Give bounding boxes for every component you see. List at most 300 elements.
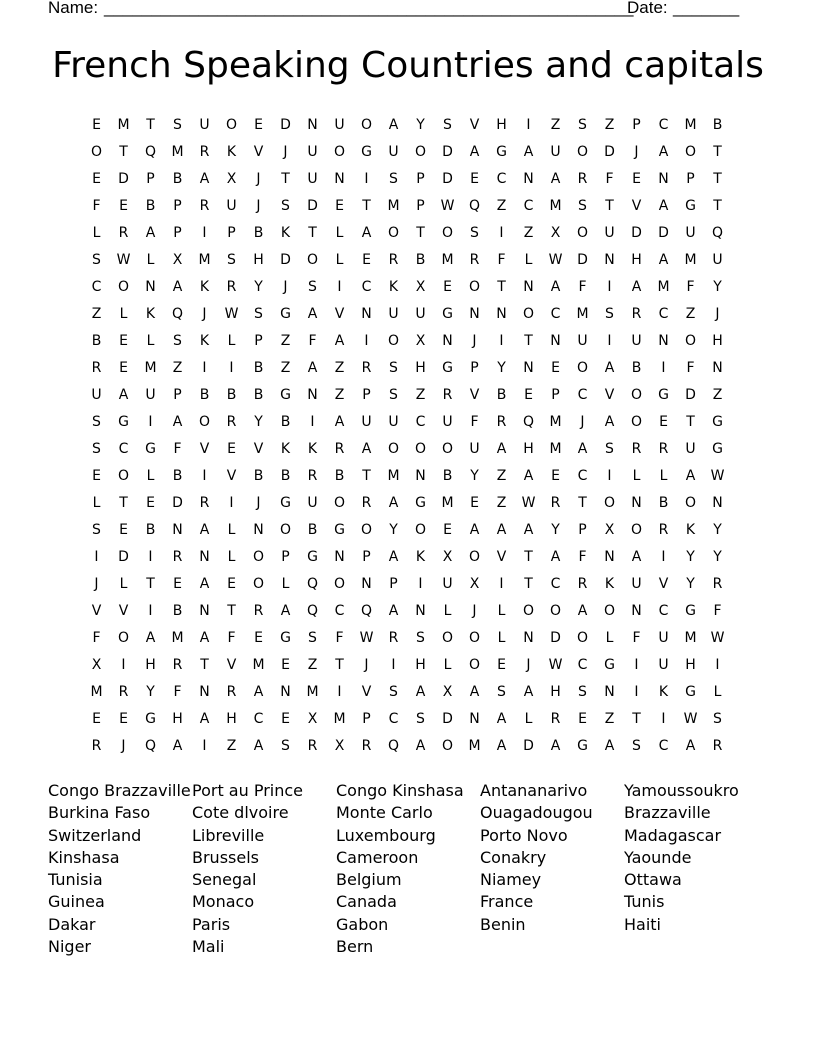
grid-letter: A [388,603,399,619]
grid-letter: R [118,225,129,241]
grid-letter: L [92,495,101,511]
grid-letter: I [499,576,504,592]
grid-letter: Z [496,198,507,214]
grid-letter: S [173,117,182,133]
grid-letter: E [119,360,128,376]
grid-letter: X [415,279,426,295]
grid-letter: T [281,171,290,187]
grid-letter: W [116,252,131,268]
grid-letter: Q [522,414,535,430]
grid-letter: K [307,441,318,457]
grid-letter: M [684,630,697,646]
word-item: Congo Brazzaville [48,781,191,800]
grid-letter: E [551,468,560,484]
word-item: Paris [192,914,231,934]
grid-letter: M [252,657,265,673]
grid-letter: B [172,468,183,484]
grid-letter: O [576,144,589,160]
grid-letter: N [199,684,210,700]
grid-letter: Y [254,279,263,295]
grid-letter: R [631,306,642,322]
name-label: Name: [48,0,99,17]
grid-letter: E [92,171,101,187]
grid-letter: B [712,117,723,133]
grid-letter: N [523,171,534,187]
grid-letter: I [202,468,207,484]
grid-letter: R [712,738,723,754]
grid-letter: H [415,360,426,376]
grid-letter: T [416,225,425,241]
grid-letter: J [634,144,639,160]
grid-letter: B [415,252,426,268]
grid-letter: I [337,684,342,700]
grid-letter: N [253,522,264,538]
grid-letter: O [387,333,400,349]
grid-letter: I [310,414,315,430]
grid-letter: T [713,198,722,214]
grid-letter: N [442,333,453,349]
grid-letter: A [145,225,156,241]
grid-letter: M [657,279,670,295]
grid-letter: M [468,738,481,754]
grid-letter: I [202,738,207,754]
grid-letter: U [442,414,453,430]
grid-letter: A [523,522,534,538]
grid-letter: W [359,630,374,646]
grid-letter: Q [360,603,373,619]
word-item: Ottawa [624,870,682,890]
grid-letter: F [92,198,101,214]
word-item: Brussels [192,847,259,867]
grid-letter: L [92,225,101,241]
grid-letter: A [496,738,507,754]
grid-letter: R [199,495,210,511]
grid-row [83,571,743,598]
grid-letter: L [227,522,236,538]
grid-letter: S [389,360,398,376]
grid-letter: A [199,630,210,646]
grid-letter: L [524,252,533,268]
grid-letter: A [577,441,588,457]
grid-letter: E [119,198,128,214]
grid-letter: G [712,414,723,430]
grid-letter: V [604,387,615,403]
grid-letter: B [172,603,183,619]
grid-letter: K [685,522,696,538]
grid-letter: N [550,333,561,349]
grid-letter: O [630,387,643,403]
grid-letter: R [334,441,345,457]
grid-letter: Q [171,306,184,322]
grid-letter: V [469,117,480,133]
grid-letter: G [280,387,291,403]
grid-letter: M [387,468,400,484]
grid-letter: P [632,117,641,133]
grid-letter: V [658,576,669,592]
grid-letter: N [604,252,615,268]
grid-letter: M [171,630,184,646]
grid-letter: E [659,414,668,430]
grid-letter: T [119,144,128,160]
grid-letter: S [470,225,479,241]
grid-letter: B [334,468,345,484]
grid-letter: Z [307,657,318,673]
grid-letter: V [253,441,264,457]
grid-letter: O [198,414,211,430]
grid-letter: P [362,549,371,565]
grid-letter: M [90,684,103,700]
word-item: Dakar [48,914,96,934]
grid-letter: I [607,279,612,295]
grid-letter: A [118,387,129,403]
grid-letter: C [496,171,507,187]
grid-letter: O [684,144,697,160]
grid-letter: L [335,225,344,241]
grid-letter: C [91,279,102,295]
grid-letter: G [280,495,291,511]
grid-letter: E [551,360,560,376]
grid-letter: S [416,711,425,727]
grid-letter: I [418,576,423,592]
word-bank [48,780,768,958]
grid-letter: R [91,738,102,754]
grid-letter: D [307,198,318,214]
word-item: Tunis [624,892,665,912]
grid-letter: A [550,549,561,565]
grid-letter: N [172,522,183,538]
grid-letter: C [253,711,264,727]
grid-letter: J [256,171,261,187]
grid-letter: V [253,144,264,160]
grid-letter: C [658,738,669,754]
grid-letter: A [658,198,669,214]
grid-row [83,274,743,301]
grid-letter: N [307,117,318,133]
grid-letter: I [229,360,234,376]
grid-letter: B [199,387,210,403]
grid-letter: M [333,711,346,727]
grid-row [83,301,743,328]
grid-letter: X [442,684,453,700]
grid-letter: N [604,549,615,565]
grid-letter: O [333,576,346,592]
grid-letter: U [307,171,318,187]
grid-letter: T [308,225,317,241]
grid-letter: V [469,387,480,403]
grid-letter: F [335,630,344,646]
grid-row [83,598,743,625]
date-label: Date: [627,0,668,17]
grid-letter: O [225,117,238,133]
grid-letter: T [605,198,614,214]
grid-letter: N [334,171,345,187]
grid-letter: H [226,711,237,727]
grid-letter: H [253,252,264,268]
grid-letter: S [632,738,641,754]
grid-letter: A [253,738,264,754]
grid-letter: A [496,711,507,727]
grid-letter: O [117,630,130,646]
grid-letter: P [416,198,425,214]
grid-letter: I [94,549,99,565]
grid-letter: H [685,657,696,673]
grid-letter: C [658,603,669,619]
grid-letter: C [361,279,372,295]
grid-letter: B [145,198,156,214]
grid-letter: R [172,657,183,673]
grid-letter: B [442,468,453,484]
grid-letter: G [685,684,696,700]
grid-letter: Q [387,738,400,754]
grid-letter: T [497,279,506,295]
grid-letter: P [254,333,263,349]
grid-letter: L [497,630,506,646]
grid-letter: I [148,414,153,430]
grid-letter: J [283,279,288,295]
grid-letter: A [469,684,480,700]
grid-letter: O [603,603,616,619]
grid-letter: Y [416,117,425,133]
word-column [336,780,480,958]
grid-letter: Q [144,738,157,754]
grid-letter: E [92,468,101,484]
grid-letter: M [441,495,454,511]
grid-letter: O [441,441,454,457]
grid-letter: A [550,738,561,754]
grid-letter: N [523,630,534,646]
grid-letter: I [661,360,666,376]
grid-letter: K [199,279,210,295]
word-item: Libreville [192,825,265,845]
word-column [624,780,768,958]
grid-letter: O [468,279,481,295]
grid-letter: S [92,441,101,457]
grid-letter: R [631,441,642,457]
word-item: Yaounde [624,847,692,867]
grid-letter: H [523,441,534,457]
grid-letter: A [658,144,669,160]
grid-letter: Z [604,711,615,727]
grid-letter: N [361,306,372,322]
grid-letter: A [199,576,210,592]
grid-letter: S [605,441,614,457]
grid-letter: T [686,414,695,430]
grid-row [83,706,743,733]
grid-letter: M [171,144,184,160]
grid-letter: A [199,171,210,187]
grid-row [83,139,743,166]
grid-letter: X [604,522,615,538]
grid-letter: A [172,414,183,430]
word-column [480,780,624,958]
grid-letter: B [496,387,507,403]
grid-letter: F [497,252,506,268]
grid-letter: O [252,576,265,592]
word-item: Haiti [624,914,661,934]
grid-letter: D [172,495,183,511]
grid-letter: C [388,711,399,727]
grid-letter: N [523,360,534,376]
grid-letter: O [522,306,535,322]
grid-letter: B [91,333,102,349]
grid-letter: X [334,738,345,754]
grid-letter: R [199,198,210,214]
grid-letter: Q [306,603,319,619]
grid-letter: K [199,333,210,349]
grid-letter: R [226,684,237,700]
grid-letter: I [607,333,612,349]
grid-letter: J [580,414,585,430]
grid-letter: L [632,468,641,484]
grid-letter: O [468,549,481,565]
grid-letter: A [550,171,561,187]
grid-letter: V [631,198,642,214]
grid-letter: S [308,630,317,646]
grid-letter: I [715,657,720,673]
grid-letter: Z [226,738,237,754]
grid-letter: G [442,360,453,376]
grid-letter: C [334,603,345,619]
grid-letter: O [441,630,454,646]
grid-letter: B [280,414,291,430]
grid-letter: D [280,117,291,133]
grid-letter: W [521,495,536,511]
grid-row [83,463,743,490]
grid-letter: Y [146,684,155,700]
grid-letter: L [146,252,155,268]
grid-letter: Q [468,198,481,214]
grid-letter: M [387,198,400,214]
grid-letter: A [307,306,318,322]
grid-letter: U [415,306,426,322]
grid-letter: Z [496,495,507,511]
grid-letter: N [658,171,669,187]
grid-letter: V [226,468,237,484]
grid-letter: Z [280,360,291,376]
header-line [48,0,748,20]
grid-letter: M [198,252,211,268]
grid-letter: Y [713,549,722,565]
word-item: Kinshasa [48,847,120,867]
grid-letter: K [226,144,237,160]
grid-letter: A [145,630,156,646]
grid-letter: W [710,468,725,484]
grid-letter: U [334,117,345,133]
grid-letter: U [145,387,156,403]
grid-letter: B [172,171,183,187]
grid-letter: E [470,171,479,187]
grid-letter: G [118,414,129,430]
grid-letter: I [229,495,234,511]
grid-letter: N [415,603,426,619]
grid-letter: R [469,252,480,268]
name-blank: ________________________________________________________ [104,0,634,17]
grid-letter: O [117,279,130,295]
grid-letter: Y [389,522,398,538]
word-item: Niger [48,937,91,957]
grid-row [83,382,743,409]
grid-letter: E [119,522,128,538]
grid-letter: J [256,495,261,511]
grid-letter: B [658,495,669,511]
grid-letter: E [146,495,155,511]
grid-letter: P [362,387,371,403]
grid-letter: J [202,306,207,322]
grid-letter: Z [172,360,183,376]
grid-letter: S [92,252,101,268]
grid-letter: O [684,333,697,349]
grid-letter: N [334,549,345,565]
grid-row [83,625,743,652]
grid-letter: P [389,576,398,592]
grid-letter: C [577,468,588,484]
grid-letter: E [362,252,371,268]
grid-letter: F [173,441,182,457]
grid-letter: E [92,117,101,133]
grid-letter: U [712,252,723,268]
grid-letter: I [634,657,639,673]
grid-letter: N [199,603,210,619]
grid-letter: C [658,306,669,322]
grid-letter: S [443,117,452,133]
grid-letter: H [415,657,426,673]
grid-letter: O [360,522,373,538]
grid-letter: J [715,306,720,322]
grid-letter: J [364,657,369,673]
grid-letter: F [578,279,587,295]
grid-letter: M [549,441,562,457]
grid-letter: A [685,738,696,754]
grid-letter: G [415,495,426,511]
grid-letter: U [577,333,588,349]
grid-letter: W [548,252,563,268]
grid-letter: U [685,441,696,457]
grid-letter: A [415,684,426,700]
grid-letter: T [713,171,722,187]
grid-letter: S [389,684,398,700]
grid-letter: K [658,684,669,700]
grid-letter: A [604,360,615,376]
grid-letter: L [119,306,128,322]
grid-letter: P [227,225,236,241]
word-item: Yamoussoukro [624,781,739,800]
grid-letter: X [469,576,480,592]
grid-letter: Y [686,549,695,565]
grid-letter: L [605,630,614,646]
grid-letter: A [307,360,318,376]
grid-letter: D [631,225,642,241]
grid-letter: X [91,657,102,673]
grid-letter: B [226,387,237,403]
grid-letter: L [227,549,236,565]
grid-letter: N [280,684,291,700]
grid-letter: S [92,414,101,430]
grid-letter: V [199,441,210,457]
grid-letter: B [253,360,264,376]
grid-letter: V [334,306,345,322]
grid-letter: U [658,630,669,646]
grid-row [83,247,743,274]
grid-letter: P [362,711,371,727]
grid-letter: N [523,279,534,295]
word-item: Benin [480,914,526,934]
grid-letter: X [415,333,426,349]
word-item: Brazzaville [624,803,711,823]
grid-letter: A [577,603,588,619]
grid-letter: L [281,576,290,592]
grid-letter: G [442,306,453,322]
grid-letter: D [442,171,453,187]
